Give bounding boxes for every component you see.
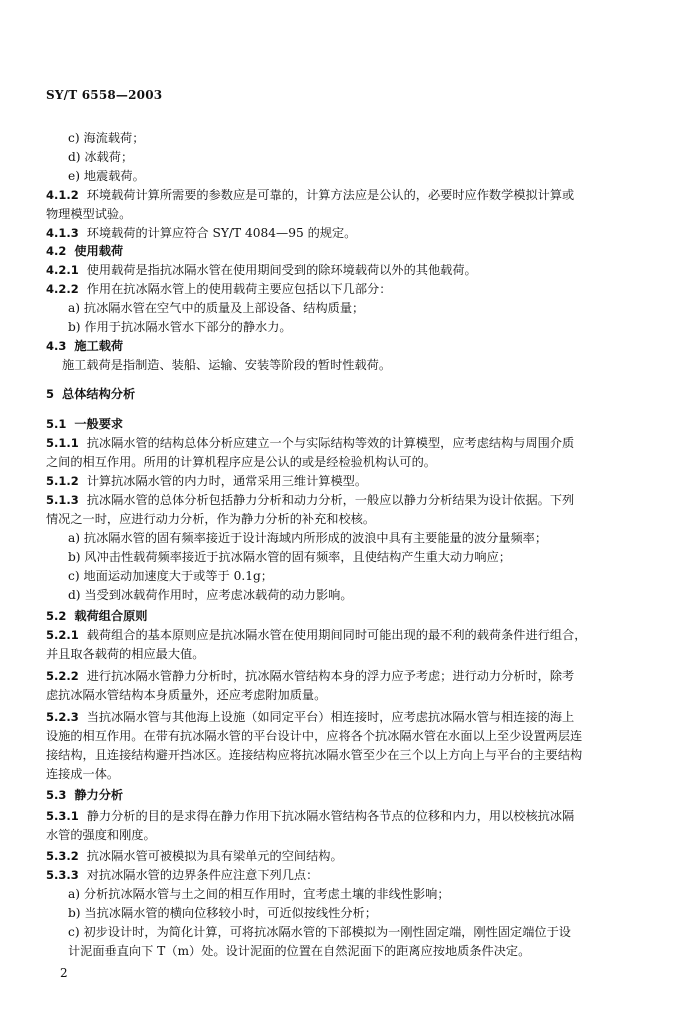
clause-continuation: 设施的相互作用。在带有抗冰隔水管的平台设计中，应将各个抗冰隔水管在水面以上至少设置两层连 <box>46 729 583 743</box>
list-item: c) 地面运动加速度大于或等于 0.1g； <box>68 569 273 583</box>
clause-4-2-2: 4.2.2 作用在抗冰隔水管上的使用载荷主要应包括以下几部分： <box>46 282 392 296</box>
clause-4-1-3: 4.1.3 环境载荷的计算应符合 SY/T 4084—95 的规定。 <box>46 226 357 240</box>
list-item: a) 抗冰隔水管在空气中的质量及上部设备、结构质量； <box>68 301 365 315</box>
list-item: c) 海流载荷； <box>68 131 145 145</box>
chapter-heading-5: 5 总体结构分析 <box>46 387 136 401</box>
list-item: a) 抗冰隔水管的固有频率接近于设计海域内所形成的波浪中具有主要能量的波分量频率； <box>68 531 548 545</box>
clause-continuation: 虑抗冰隔水管结构本身质量外，还应考虑附加质量。 <box>46 688 327 702</box>
list-item: a) 分析抗冰隔水管与土之间的相互作用时，宜考虑土壤的非线性影响； <box>68 887 450 901</box>
clause-continuation: 情况之一时，应进行动力分析，作为静力分析的补充和校核。 <box>46 512 376 526</box>
list-item: b) 作用于抗冰隔水管水下部分的静水力。 <box>68 320 292 334</box>
section-heading-4-2: 4.2 使用载荷 <box>46 244 124 258</box>
list-item: c) 初步设计时，为简化计算，可将抗冰隔水管的下部模拟为一刚性固定端，刚性固定端位于设 <box>68 925 571 939</box>
clause-continuation: 并且取各载荷的相应最大值。 <box>46 647 205 661</box>
list-item: e) 地震载荷。 <box>68 169 145 183</box>
clause-continuation: 施工载荷是指制造、装船、运输、安装等阶段的暂时性载荷。 <box>62 358 392 372</box>
clause-4-1-2: 4.1.2 环境载荷计算所需要的参数应是可靠的，计算方法应是公认的，必要时应作数学模拟计算或 <box>46 188 575 202</box>
clause-5-3-3: 5.3.3 对抗冰隔水管的边界条件应注意下列几点： <box>46 868 319 882</box>
clause-5-2-1: 5.2.1 载荷组合的基本原则应是抗冰隔水管在使用期间同时可能出现的最不利的载荷条件进行组合， <box>46 628 587 642</box>
list-item: d) 当受到冰载荷作用时，应考虑冰载荷的动力影响。 <box>68 588 353 602</box>
clause-5-1-2: 5.1.2 计算抗冰隔水管的内力时，通常采用三维计算模型。 <box>46 474 368 488</box>
clause-continuation: 物理模型试验。 <box>46 207 132 221</box>
clause-5-2-3: 5.2.3 当抗冰隔水管与其他海上设施（如同定平台）相连接时，应考虑抗冰隔水管与相连接的海上 <box>46 710 575 724</box>
list-item: d) 冰载荷； <box>68 150 134 164</box>
clause-continuation: 计泥面垂直向下 T（m）处。设计泥面的位置在自然泥面下的距离应按地质条件决定。 <box>68 944 531 958</box>
section-heading-4-3: 4.3 施工载荷 <box>46 339 124 353</box>
clause-continuation: 之间的相互作用。所用的计算机程序应是公认的或是经检验机构认可的。 <box>46 455 436 469</box>
list-item: b) 当抗冰隔水管的横向位移较小时，可近似按线性分析； <box>68 906 377 920</box>
standard-code-header: SY/T 6558—2003 <box>46 88 163 102</box>
clause-continuation: 水管的强度和刚度。 <box>46 828 156 842</box>
section-heading-5-2: 5.2 载荷组合原则 <box>46 609 148 623</box>
page-number: 2 <box>60 966 68 980</box>
clause-continuation: 接结构，且连接结构避开挡冰区。连接结构应将抗冰隔水管至少在三个以上方向上与平台的主要结构 <box>46 748 583 762</box>
list-item: b) 风冲击性载荷频率接近于抗冰隔水管的固有频率，且使结构产生重大动力响应； <box>68 550 511 564</box>
clause-5-3-1: 5.3.1 静力分析的目的是求得在静力作用下抗冰隔水管结构各节点的位移和内力，用以校核抗冰隔 <box>46 809 575 823</box>
clause-continuation: 连接成一体。 <box>46 767 120 781</box>
clause-5-1-3: 5.1.3 抗冰隔水管的总体分析包括静力分析和动力分析，一般应以静力分析结果为设计依据。下列 <box>46 493 575 507</box>
clause-5-1-1: 5.1.1 抗冰隔水管的结构总体分析应建立一个与实际结构等效的计算模型，应考虑结构与周围介质 <box>46 436 575 450</box>
clause-4-2-1: 4.2.1 使用载荷是指抗冰隔水管在使用期间受到的除环境载荷以外的其他载荷。 <box>46 263 477 277</box>
section-heading-5-1: 5.1 一般要求 <box>46 417 124 431</box>
clause-5-3-2: 5.3.2 抗冰隔水管可被模拟为具有梁单元的空间结构。 <box>46 849 343 863</box>
section-heading-5-3: 5.3 静力分析 <box>46 788 124 802</box>
clause-5-2-2: 5.2.2 进行抗冰隔水管静力分析时，抗冰隔水管结构本身的浮力应予考虑；进行动力分析时，除考 <box>46 669 575 683</box>
